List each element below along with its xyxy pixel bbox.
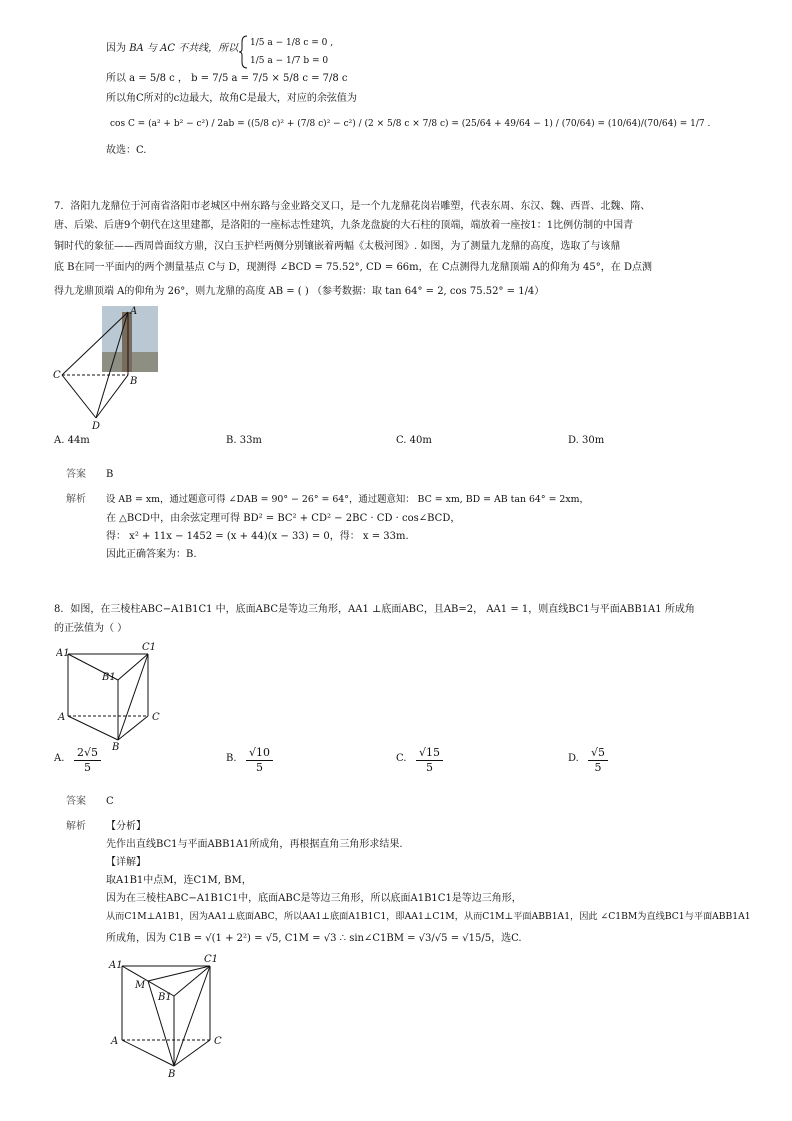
q8-answer-value: C	[106, 796, 114, 807]
q8-answer-label: 答案	[66, 796, 86, 807]
q6-system-eq2: 1/5 a − 1/7 b = 0	[250, 56, 329, 66]
q8-option-c-den: 5	[426, 761, 433, 774]
q7-answer-value: B	[106, 469, 114, 480]
q8-option-a-letter[interactable]: A.	[54, 753, 65, 764]
q8-fig1-B: B	[112, 742, 120, 750]
q8-detail-4: 所成角，因为 C1B = √(1 + 2²) = √5, C1M = √3 ∴ sin∠C1BM = √3/√5 = √15/5，选C.	[106, 933, 522, 944]
q8-fig1-C: C	[152, 712, 160, 723]
q8-option-b-num: √10	[246, 746, 273, 761]
q7-analysis-1: 设 AB = xm，通过题意可得 ∠DAB = 90° − 26° = 64°，通过题意知： BC = xm, BD = AB tan 64° = 2xm，	[106, 494, 589, 505]
q7-answer-label: 答案	[66, 469, 86, 480]
q7-analysis-2: 在 △BCD中，由余弦定理可得 BD² = BC² + CD² − 2BC · CD · cos∠BCD，	[106, 513, 461, 524]
q8-option-b-den: 5	[256, 761, 263, 774]
q7-stem-line2: 唐、后梁、后唐9个朝代在这里建都，是洛阳的一座标志性建筑，九条龙盘旋的大石柱的顶端，端放着一座按1：1比例仿制的中国青	[54, 220, 634, 231]
q6-cos-formula: cos C = (a² + b² − c²) / 2ab = ((5/8 c)² + (7/8 c)² − c²) / (2 × 5/8 c × 7/8 c) = (25/64 + 49/64 − 1) / (70/64) = (10/64)/(70/64) = 1/7 .	[110, 119, 711, 129]
q6-line1	[106, 42, 238, 56]
q8-option-a-den: 5	[84, 761, 91, 774]
q7-analysis-4: 因此正确答案为：B.	[106, 549, 197, 560]
q8-fig2-A: A	[111, 1036, 119, 1047]
q8-fig2-C: C	[214, 1036, 222, 1047]
q7-option-d[interactable]: D. 30m	[568, 435, 605, 446]
q8-option-d-letter[interactable]: D.	[568, 753, 579, 764]
q8-fig2-B1: B1	[158, 992, 172, 1003]
q8-option-c-frac[interactable]	[416, 746, 443, 775]
q8-fig2-A1: A1	[109, 960, 123, 971]
q8-option-b-letter[interactable]: B.	[226, 753, 237, 764]
q8-stem-line2: 的正弦值为（ ）	[54, 623, 128, 634]
q8-fig1-A1: A1	[56, 648, 70, 659]
q8-solution-figure	[104, 950, 234, 1080]
q8-fig1-C1: C1	[142, 642, 157, 653]
q8-fig2-C1: C1	[204, 954, 219, 965]
q7-stem-line3: 铜时代的象征——西周兽面纹方鼎，汉白玉护栏两侧分别镶嵌着两幅《太极河图》. 如图，为了测量九龙鼎的高度，选取了与该鼎	[54, 241, 621, 252]
q6-line2: 所以 a = 5/8 c ， b = 7/5 a = 7/5 × 5/8 c = 7/8 c	[106, 73, 348, 84]
q8-fig1-B1: B1	[102, 672, 116, 683]
q7-option-b[interactable]: B. 33m	[226, 435, 262, 446]
q7-analysis-label: 解析	[66, 494, 86, 505]
q6-system-eq1: 1/5 a − 1/8 c = 0 ,	[250, 38, 334, 48]
q8-analysis-1: 先作出直线BC1与平面ABB1A1所成角，再根据直角三角形求结果.	[106, 839, 403, 850]
q8-option-d-den: 5	[594, 761, 602, 774]
q8-prism-figure	[56, 640, 166, 750]
q7-label-A: A	[130, 306, 138, 317]
q8-detail-head: 【详解】	[106, 857, 146, 868]
q7-option-c[interactable]: C. 40m	[396, 435, 432, 446]
q8-analysis-label: 解析	[66, 821, 86, 832]
q8-fig1-A: A	[58, 712, 66, 723]
q8-detail-3: 从而C1M⊥A1B1，因为AA1⊥底面ABC，所以AA1⊥底面A1B1C1，即AA1⊥C1M，从而C1M⊥平面ABB1A1，因此 ∠C1BM为直线BC1与平面ABB1A1	[106, 911, 751, 922]
q7-stem-line5: 得九龙鼎顶端 A的仰角为 26°，则九龙鼎的高度 AB = ( ) （参考数据：取 tan 64° = 2, cos 75.52° = 1/4）	[54, 286, 545, 297]
q7-analysis-3: 得： x² + 11x − 1452 = (x + 44)(x − 33) = 0，得： x = 33m.	[106, 531, 409, 542]
q6-answer: 故选：C.	[106, 145, 147, 156]
q8-fig2-B: B	[168, 1069, 176, 1080]
q6-vectors: BA 与 AC 不共线，所以	[129, 43, 239, 54]
monument-pillar	[122, 312, 132, 372]
q7-figure	[50, 304, 170, 434]
q8-analysis-head: 【分析】	[106, 821, 146, 832]
q7-label-C: C	[53, 370, 61, 381]
q6-brace	[238, 34, 250, 70]
q8-stem-line1: 8．如图，在三棱柱ABC−A1B1C1 中，底面ABC是等边三角形，AA1 ⊥底面ABC，且AB=2， AA1 = 1，则直线BC1与平面ABB1A1 所成角	[54, 604, 695, 615]
q8-option-a-num: 2√5	[74, 746, 101, 761]
q8-detail-1: 取A1B1中点M，连C1M, BM，	[106, 875, 252, 886]
q7-label-D: D	[92, 421, 101, 432]
q8-option-b-frac[interactable]	[246, 746, 273, 775]
q8-fig2-M: M	[135, 980, 146, 991]
q8-option-c-letter[interactable]: C.	[396, 753, 407, 764]
q8-option-d-frac[interactable]	[588, 746, 608, 775]
q7-stem-line4: 底 B在同一平面内的两个测量基点 C与 D，现测得 ∠BCD = 75.52°, CD = 66m，在 C点测得九龙鼎顶端 A的仰角为 45°，在 D点测	[54, 262, 652, 273]
q7-option-a[interactable]: A. 44m	[54, 435, 90, 446]
q8-option-a-frac[interactable]	[74, 746, 101, 775]
q8-option-d-num: √5	[588, 746, 608, 761]
q8-detail-2: 因为在三棱柱ABC−A1B1C1中，底面ABC是等边三角形，所以底面A1B1C1是等边三角形，	[106, 893, 522, 904]
q7-label-B: B	[130, 376, 138, 387]
q6-because: 因为	[106, 43, 126, 54]
q8-option-c-num: √15	[416, 746, 443, 761]
q6-line3: 所以角C所对的c边最大，故角C是最大，对应的余弦值为	[106, 93, 357, 104]
q7-stem-line1: 7．洛阳九龙鼎位于河南省洛阳市老城区中州东路与金业路交叉口，是一个九龙鼎花岗岩雕塑，代表东周、东汉、魏、西晋、北魏、隋、	[54, 201, 651, 212]
